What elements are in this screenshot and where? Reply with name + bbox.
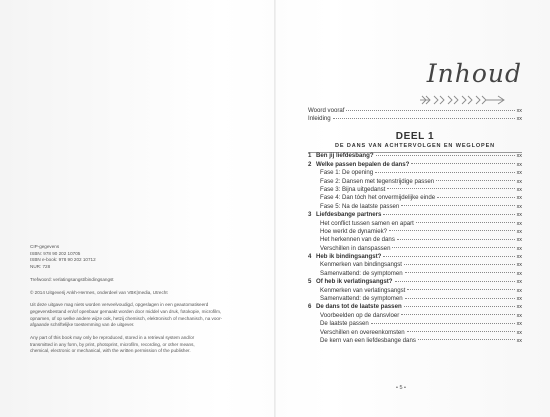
toc-page-number: xx <box>516 304 522 311</box>
toc-entry-title: Het conflict tussen samen en apart <box>320 219 414 227</box>
toc-page-number: xx <box>516 287 522 294</box>
toc-section-row <box>308 203 522 211</box>
dot-leader <box>387 188 514 189</box>
toc-entry-title: Fase 4: Dan tóch het onvermijdelijke einde <box>320 194 436 202</box>
toc-section-row <box>308 320 522 328</box>
toc-page-number: xx <box>516 279 522 286</box>
copyright-line: © 2014 Uitgeverij Ankh-Hermes, onderdeel van VBK|media, Utrecht <box>30 289 168 295</box>
dot-leader <box>436 180 514 181</box>
toc-entry-title: Ben jij liefdesbang? <box>316 152 374 160</box>
toc-entry-title: De dans tot de laatste passen <box>316 303 402 311</box>
toc-section-row <box>308 337 522 345</box>
toc-entry-title: Verschillen in danspassen <box>320 244 391 252</box>
toc-entry-title: Liefdesbange partners <box>316 211 382 219</box>
part-label: DEEL 1 <box>395 130 435 142</box>
toc-entry-title: Heb ik bindingsangst? <box>316 253 382 261</box>
toc-section-row <box>308 236 522 244</box>
toc-page-number: xx <box>516 178 522 185</box>
toc-page-number: xx <box>516 228 522 235</box>
toc-chapter-row <box>308 253 522 261</box>
dot-leader <box>333 118 515 119</box>
toc-entry-title: Fase 5: Na de laatste passen <box>320 202 400 210</box>
toc-entries <box>308 152 522 345</box>
toc-page-number: xx <box>516 337 522 344</box>
rights-line: transmitted in any form, by print, photoprint, microfilm, recording, or other means, <box>30 341 195 347</box>
toc-page-number: xx <box>516 161 522 168</box>
dot-leader <box>404 306 515 307</box>
dot-leader <box>395 281 515 282</box>
dot-leader <box>405 298 515 299</box>
toc-page-number: xx <box>516 329 522 336</box>
toc-section-row <box>308 329 522 337</box>
toc-section-row <box>308 287 522 295</box>
page-number: • 5 • <box>396 385 406 391</box>
toc-entry-title: Samenvattend: de symptomen <box>320 269 403 277</box>
dot-leader <box>375 172 514 173</box>
toc-section-row <box>308 245 522 253</box>
toc-entry-title: Inleiding <box>308 115 331 123</box>
toc-entry-title: Fase 3: Bijna uitgedanst <box>320 185 386 193</box>
isbn-ebook-line: ISBN e-book: 978 90 202 10712 <box>30 257 96 263</box>
arrow-ornament-icon <box>418 94 508 106</box>
part-subtitle: DE DANS VAN ACHTERVOLGEN EN WEGLOPEN <box>334 142 496 149</box>
isbn-line: ISBN: 978 90 202 10705 <box>30 250 81 256</box>
rights-line: opnamen, of op welke andere wijze ook, hetzij chemisch, elektronisch of mechanisch, na voor- <box>30 315 223 321</box>
toc-section-row <box>308 186 522 194</box>
toc-entry-title: Kenmerken van bindingsangst <box>320 261 402 269</box>
toc-section-row <box>308 312 522 320</box>
colophon <box>30 244 250 361</box>
toc-page-number: xx <box>516 270 522 277</box>
chapter-number: 2 <box>308 160 312 168</box>
rights-line: Uit deze uitgave mag niets worden verveelvoudigd, opgeslagen in een geautomatiseerd <box>30 302 209 308</box>
toc-page-number: xx <box>516 262 522 269</box>
dot-leader <box>401 314 514 315</box>
book-gutter <box>274 0 276 417</box>
chapter-number: 6 <box>308 303 312 311</box>
toc-title: Inhoud <box>426 59 522 88</box>
dot-leader <box>437 197 514 198</box>
chapter-number: 1 <box>308 152 312 160</box>
toc-entry-title: Hoe werkt de dynamiek? <box>320 227 388 235</box>
toc-page-number: xx <box>516 296 522 303</box>
chapter-number: 3 <box>308 211 312 219</box>
toc-chapter-row <box>308 303 522 311</box>
dot-leader <box>389 230 515 231</box>
dot-leader <box>404 264 515 265</box>
part-heading <box>308 132 522 151</box>
toc-page-number: xx <box>516 153 522 160</box>
toc-entry-title: Verschillen en overeenkomsten <box>320 328 405 336</box>
toc-section-row <box>308 270 522 278</box>
rights-line: chemical, electronic or mechanical, with the written permission of the publisher. <box>30 348 191 354</box>
dot-leader <box>346 110 514 111</box>
dot-leader <box>392 247 514 248</box>
toc-section-row <box>308 178 522 186</box>
rights-line: gegevensbestand en/of openbaar gemaakt worden door middel van druk, fotokopie, microfilm, <box>30 308 222 314</box>
toc-page-number: xx <box>516 254 522 261</box>
dot-leader <box>407 289 514 290</box>
toc-entry-title: De laatste passen <box>320 320 369 328</box>
dot-leader <box>371 323 515 324</box>
toc-section-row <box>308 220 522 228</box>
rights-line: Any part of this book may only be reproduced, stored in a retrieval system and/or <box>30 335 195 341</box>
cip-line: CIP-gegevens <box>30 244 60 249</box>
dot-leader <box>397 239 515 240</box>
toc-page-number: xx <box>516 108 522 114</box>
dot-leader <box>383 256 514 257</box>
dutch-rights-notice <box>30 302 250 329</box>
english-rights-notice <box>30 335 250 355</box>
toc-entry-title: Het herkennen van de dans <box>320 236 395 244</box>
toc-row <box>308 107 522 115</box>
toc-entry-title: Fase 1: De opening <box>320 169 374 177</box>
toc-section-row <box>308 295 522 303</box>
toc-chapter-row <box>308 161 522 169</box>
keyword-line: Trefwoord: verlatingsangst/bindingsangst <box>30 276 114 282</box>
toc-entry-title: Voorbeelden op de dansvloer <box>320 311 400 319</box>
toc-page-number: xx <box>516 116 522 123</box>
toc-section-row <box>308 169 522 177</box>
cip-block <box>30 244 250 271</box>
toc-entry-title: Fase 2: Dansen met tegenstrijdige passen <box>320 177 435 185</box>
toc-section-row <box>308 261 522 269</box>
dot-leader <box>383 214 514 215</box>
dot-leader <box>376 155 515 156</box>
chapter-number: 5 <box>308 278 312 286</box>
toc-entry-title: Kenmerken van verlatingsangst <box>320 286 406 294</box>
dot-leader <box>416 222 515 223</box>
dot-leader <box>411 163 514 164</box>
dot-leader <box>405 272 515 273</box>
toc-page-number: xx <box>516 170 522 177</box>
toc-chapter-row <box>308 211 522 219</box>
toc-page-number: xx <box>516 212 522 219</box>
toc-entry-title: Welke passen bepalen de dans? <box>316 160 410 168</box>
toc-entry-title: Woord vooraf <box>308 107 345 114</box>
toc-row <box>308 115 522 123</box>
rights-line: afgaande schriftelijke toestemming van de uitgever. <box>30 322 135 328</box>
toc-page-number: xx <box>516 220 522 227</box>
dot-leader <box>401 205 514 206</box>
toc-page-number: xx <box>516 237 522 244</box>
toc-page-number: xx <box>516 321 522 328</box>
chapter-number: 4 <box>308 253 312 261</box>
table-of-contents <box>308 107 522 345</box>
toc-entry-title: Of heb ik verlatingsangst? <box>316 278 393 286</box>
toc-page-number: xx <box>516 195 522 202</box>
toc-page-number: xx <box>516 203 522 210</box>
dot-leader <box>418 339 515 340</box>
toc-chapter-row <box>308 278 522 286</box>
nur-line: NUR: 728 <box>30 264 51 270</box>
dot-leader <box>407 331 515 332</box>
toc-section-row <box>308 194 522 202</box>
toc-page-number: xx <box>516 186 522 193</box>
toc-page-number: xx <box>516 245 522 252</box>
toc-section-row <box>308 228 522 236</box>
toc-page-number: xx <box>516 312 522 319</box>
toc-entry-title: Samenvattend: de symptomen <box>320 295 403 303</box>
toc-entry-title: De kern van een liefdesbange dans <box>320 336 416 344</box>
toc-chapter-row <box>308 152 522 160</box>
